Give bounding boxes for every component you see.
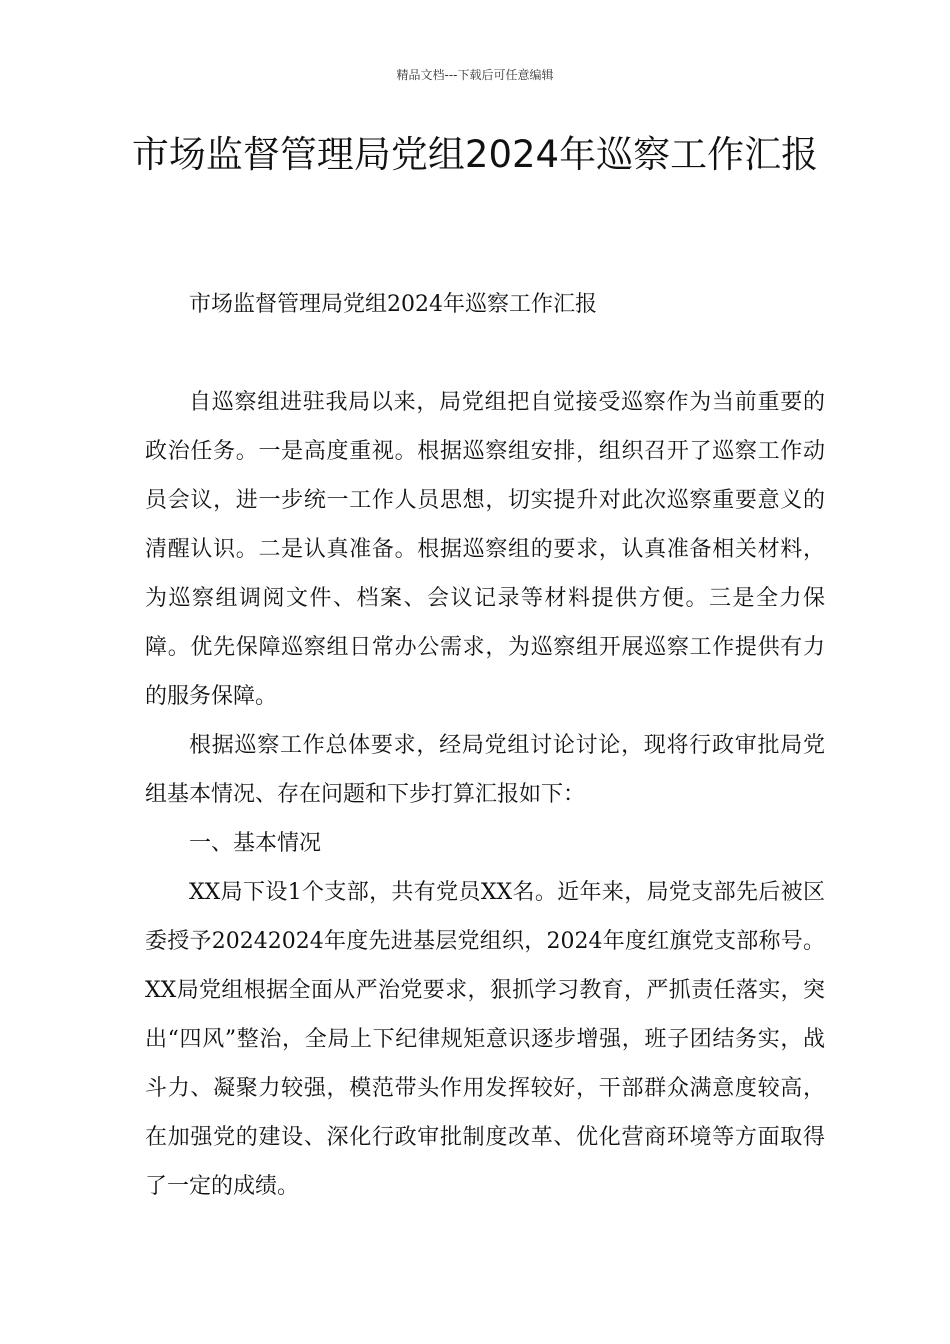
- document-body: [145, 280, 825, 1211]
- section-heading-basic-situation: 一、基本情况: [189, 831, 322, 856]
- header-note: 精品文档---下载后可任意编辑: [396, 68, 554, 82]
- paragraph-basic-situation: XX局下设1个支部，共有党员XX名。近年来，局党支部先后被区委授予20242024年度先进基层党组织，2024年度红旗党支部称号。XX局党组根据全面从严治党要求，狠抓学习教育，严抓责任落实，突出“四风”整治，全局上下纪律规矩意识逐步增强，班子团结务实，战斗力、凝聚力较强，模范带头作用发挥较好，干部群众满意度较高，在加强党的建设、深化行政审批制度改革、优化营商环境等方面取得了一定的成绩。: [145, 880, 825, 1199]
- paragraph-intro: 自巡察组进驻我局以来，局党组把自觉接受巡察作为当前重要的政治任务。一是高度重视。根据巡察组安排，组织召开了巡察工作动员会议，进一步统一工作人员思想，切实提升对此次巡察重要意义的清醒认识。二是认真准备。根据巡察组的要求，认真准备相关材料，为巡察组调阅文件、档案、会议记录等材料提供方便。三是全力保障。优先保障巡察组日常办公需求，为巡察组开展巡察工作提供有力的服务保障。: [145, 390, 825, 709]
- paragraph-report-scope: 根据巡察工作总体要求，经局党组讨论讨论，现将行政审批局党组基本情况、存在问题和下步打算汇报如下：: [145, 733, 825, 807]
- document-title: 市场监督管理局党组2024年巡察工作汇报: [131, 133, 819, 176]
- document-subtitle: 市场监督管理局党组2024年巡察工作汇报: [189, 292, 597, 317]
